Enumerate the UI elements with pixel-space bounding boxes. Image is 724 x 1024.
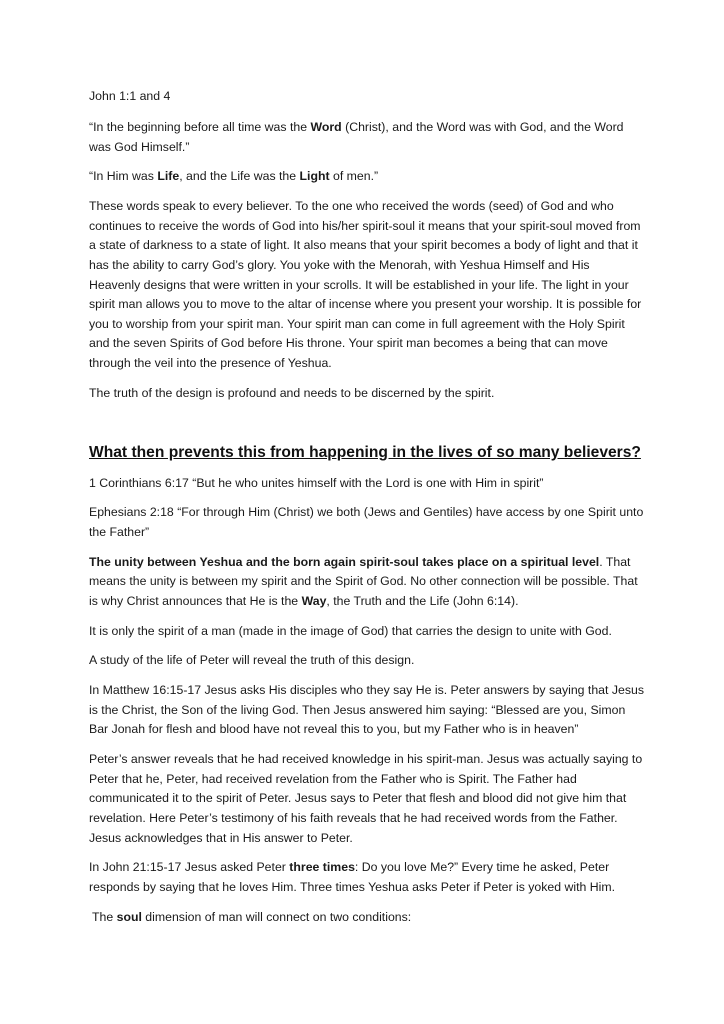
paragraph-1-corinthians: 1 Corinthians 6:17 “But he who unites himself with the Lord is one with Him in spirit” [89,475,544,490]
text-run: of men.” [329,169,379,184]
text-run: “In Him was [89,169,158,184]
text-run: , and the Life was the [179,169,300,184]
bold-word: Life [157,169,180,184]
section-spacer [89,414,644,442]
bold-word: Light [299,169,330,184]
text-run: dimension of man will connect on two conditions: [141,909,412,924]
paragraph-believers: These words speak to every believer. To the one who received the words (seed) of God and who continues to receive the words of God into his/her spirit-soul it means that your spirit-soul moved from a state of darkness to a state of light. It also means that your spirit becomes a body of light and that it has the ability to carry God’s glory. You yoke with the Menorah, with Yeshua Himself and His Heavenly designs that were written in your scrolls. It will be established in your life. The light in your spirit man allows you to move to the altar of incense where you present your worship. It is possible for you to worship from your spirit man. Your spirit man can come in full agreement with the Holy Spirit and the seven Spirits of God before His throne. Your spirit man becomes a being that can move through the veil into the presence of Yeshua. [89,199,642,370]
section-heading: What then prevents this from happening in the lives of so many believers? [89,443,641,461]
paragraph-matthew: In Matthew 16:15-17 Jesus asks His disciples who they say He is. Peter answers by saying that Jesus is the Christ, the Son of the living God. Then Jesus answered him saying: “Blessed are you, Simon Bar Jonah for flesh and blood have not reveal this to you, but my Father who is in heaven” [89,683,644,737]
scripture-reference: John 1:1 and 4 [89,89,171,103]
paragraph-study-of-peter: A study of the life of Peter will reveal the truth of this design. [89,653,415,668]
paragraph-peters-answer: Peter’s answer reveals that he had received knowledge in his spirit-man. Jesus was actually saying to Peter that he, Peter, had received revelation from the Father who is Spirit. The Father had communicated it to the spirit of Peter. Jesus says to Peter that flesh and blood did not give him that revelation. Here Peter’s testimony of his faith reveals that he had received words from the Father. Jesus acknowledges that in His answer to Peter. [89,752,643,845]
paragraph-john-1-1 [89,118,644,157]
paragraph-john-21 [89,858,644,897]
paragraph-ephesians: Ephesians 2:18 “For through Him (Christ) we both (Jews and Gentiles) have access by one Spirit unto the Father” [89,505,644,539]
paragraph-spirit-of-man: It is only the spirit of a man (made in the image of God) that carries the design to unite with God. [89,623,612,638]
text-run: “In the beginning before all time was the [89,120,311,135]
bold-word: Word [310,120,342,135]
text-run: . That means the unity is between my spirit and the Spirit of God. No other connection will be possible. That is why Christ announces that He is the [89,554,638,608]
bold-word: Way [301,593,327,608]
bold-phrase: The unity between Yeshua and the born again spirit-soul takes place on a spiritual level [89,554,600,569]
text-run: : Do you love Me?” Every time he asked, Peter responds by saying that he loves Him. Three times Yeshua asks Peter if Peter is yoked with Him. [89,860,616,894]
paragraph-john-1-4 [89,167,644,187]
bold-phrase: three times [289,860,355,875]
text-run: , the Truth and the Life (John 6:14). [326,593,519,608]
text-run: The [92,909,117,924]
paragraph-soul-dimension [89,908,644,928]
paragraph-truth-of-design: The truth of the design is profound and needs to be discerned by the spirit. [89,385,495,400]
text-run: In John 21:15-17 Jesus asked Peter [89,860,290,875]
text-run: (Christ), and the Word was with God, and the Word was God Himself.” [89,120,624,154]
paragraph-unity [89,553,644,612]
bold-word: soul [116,909,142,924]
